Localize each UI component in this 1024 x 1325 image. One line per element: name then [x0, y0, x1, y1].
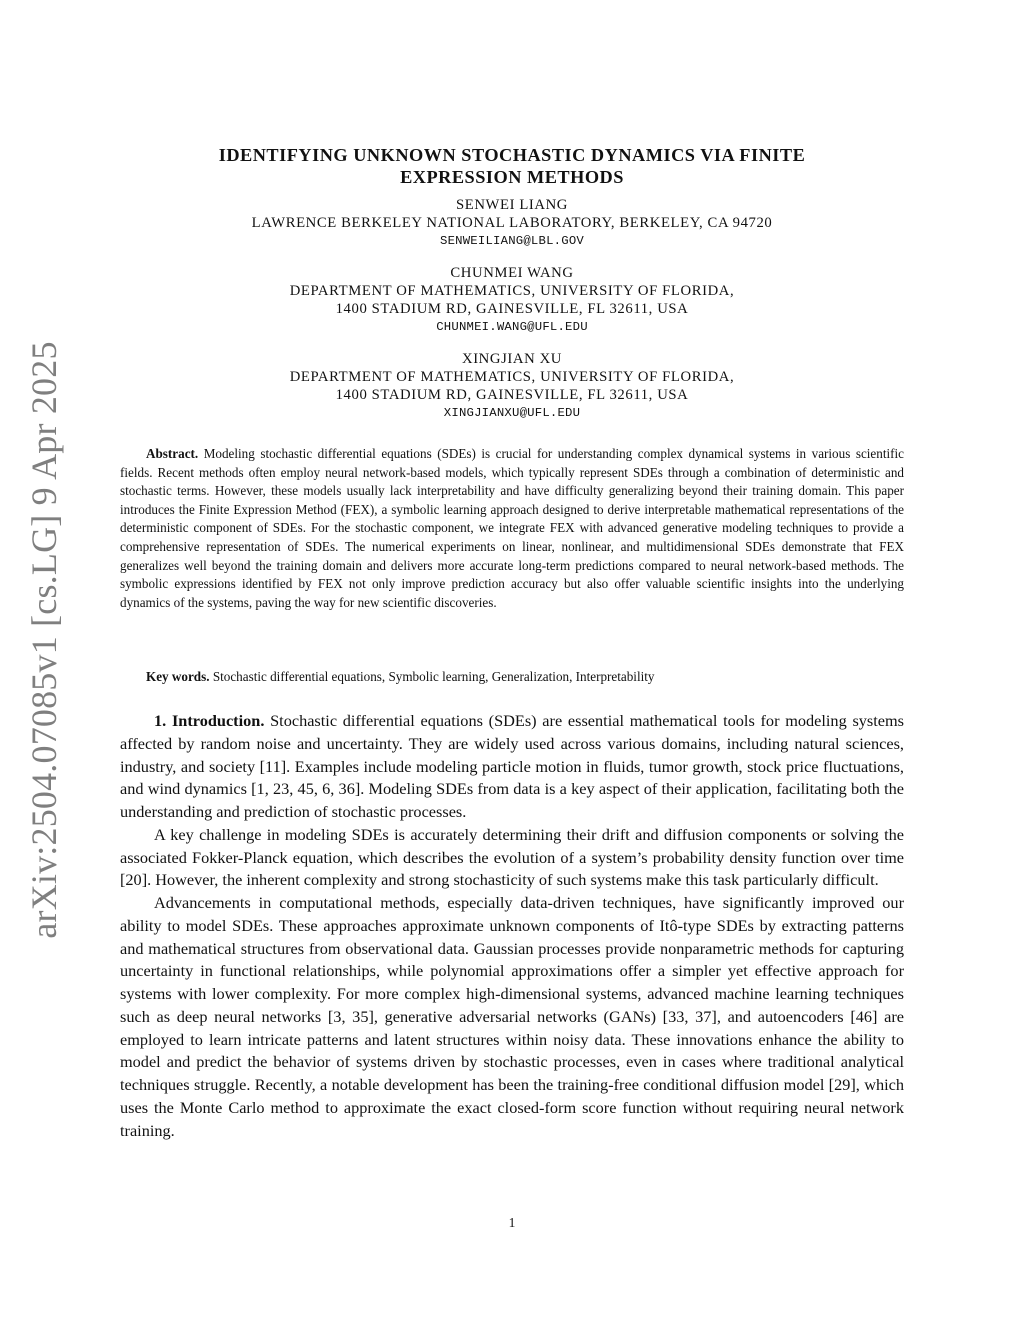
keywords-text: Stochastic differential equations, Symbolic learning, Generalization, Interpretability: [212, 669, 655, 684]
paragraph-text: Stochastic differential equations (SDEs) are essential mathematical tools for modeling systems affected by random noise and uncertainty. They are widely used across various domains, including natural sciences, industry, and society [11]. Examples include modeling particle motion in fluids, tumor growth, stock price fluctuations, and wind dynamics [1, 23, 45, 6, 36]. Modeling SDEs from data is a key aspect of their application, facilitating both the understanding and prediction of stochastic processes.: [120, 711, 905, 821]
author-block-liang: [120, 196, 904, 250]
section-heading: Introduction.: [171, 711, 265, 730]
abstract: [120, 445, 904, 612]
author-affiliation: LAWRENCE BERKELEY NATIONAL LABORATORY, BERKELEY, CA 94720: [251, 215, 773, 231]
title-line-1: IDENTIFYING UNKNOWN STOCHASTIC DYNAMICS VIA FINITE: [218, 145, 806, 165]
section-number: 1.: [154, 711, 167, 730]
keywords: [120, 668, 904, 687]
author-address: 1400 STADIUM RD, GAINESVILLE, FL 32611, USA: [335, 301, 689, 317]
intro-paragraph: [120, 710, 904, 824]
author-name: CHUNMEI WANG: [450, 265, 574, 281]
author-email[interactable]: CHUNMEI.WANG@UFL.EDU: [436, 320, 588, 334]
author-block-wang: [120, 264, 904, 336]
author-affiliation: DEPARTMENT OF MATHEMATICS, UNIVERSITY OF FLORIDA,: [289, 283, 735, 299]
introduction-section: [120, 710, 904, 1142]
author-address: 1400 STADIUM RD, GAINESVILLE, FL 32611, USA: [335, 387, 689, 403]
author-name: XINGJIAN XU: [461, 351, 563, 367]
paper-title: [120, 144, 904, 188]
abstract-label: Abstract.: [146, 446, 199, 461]
author-email[interactable]: SENWEILIANG@LBL.GOV: [439, 234, 584, 248]
author-block-xu: [120, 350, 904, 422]
arxiv-identifier[interactable]: arXiv:2504.07085v1 [cs.LG] 9 Apr 2025: [24, 341, 64, 939]
intro-paragraph: Advancements in computational methods, especially data-driven techniques, have significantly improved our ability to model SDEs. These approaches approximate unknown components of Itô-type SDEs by extracting patterns and mathematical structures from observational data. Gaussian processes provide nonparametric methods for capturing uncertainty in functional relationships, while polynomial approximations offer a simpler yet effective approach for systems with lower complexity. For more complex high-dimensional systems, advanced machine learning techniques such as deep neural networks [3, 35], generative adversarial networks (GANs) [33, 37], and autoencoders [46] are employed to learn intricate patterns and latent structures within noisy data. These innovations enhance the ability to model and predict the behavior of systems driven by stochastic processes, even in cases where traditional analytical techniques struggle. Recently, a notable development has been the training-free conditional diffusion model [29], which uses the Monte Carlo method to approximate the exact closed-form score function without requiring neural network training.: [120, 893, 904, 1140]
author-email[interactable]: XINGJIANXU@UFL.EDU: [443, 406, 581, 420]
keywords-label: Key words.: [146, 669, 210, 684]
title-line-2: EXPRESSION METHODS: [400, 167, 624, 187]
intro-paragraph: A key challenge in modeling SDEs is accurately determining their drift and diffusion components or solving the associated Fokker-Planck equation, which describes the evolution of a system’s probability density function over time [20]. However, the inherent complexity and strong stochasticity of such systems make this task particularly difficult.: [120, 824, 904, 890]
author-list: [120, 196, 904, 436]
abstract-text: Modeling stochastic differential equations (SDEs) is crucial for understanding complex dynamical systems in various scientific fields. Recent methods often employ neural network-based models, which typically represent SDEs through a combination of deterministic and stochastic terms. However, these models usually lack interpretability and have difficulty generalizing beyond their training domain. This paper introduces the Finite Expression Method (FEX), a symbolic learning approach designed to derive interpretable mathematical representations of the deterministic component of SDEs. For the stochastic component, we integrate FEX with advanced generative modeling techniques to provide a comprehensive representation of SDEs. The numerical experiments on linear, nonlinear, and multidimensional SDEs demonstrate that FEX generalizes well beyond the training domain and delivers more accurate long-term predictions compared to neural network-based methods. The symbolic expressions identified by FEX not only improve prediction accuracy but also offer valuable scientific insights into the underlying dynamics of the systems, paving the way for new scientific discoveries.: [120, 446, 904, 610]
page-number: 1: [508, 1215, 516, 1230]
author-affiliation: DEPARTMENT OF MATHEMATICS, UNIVERSITY OF FLORIDA,: [289, 369, 735, 385]
author-name: SENWEI LIANG: [455, 197, 569, 213]
